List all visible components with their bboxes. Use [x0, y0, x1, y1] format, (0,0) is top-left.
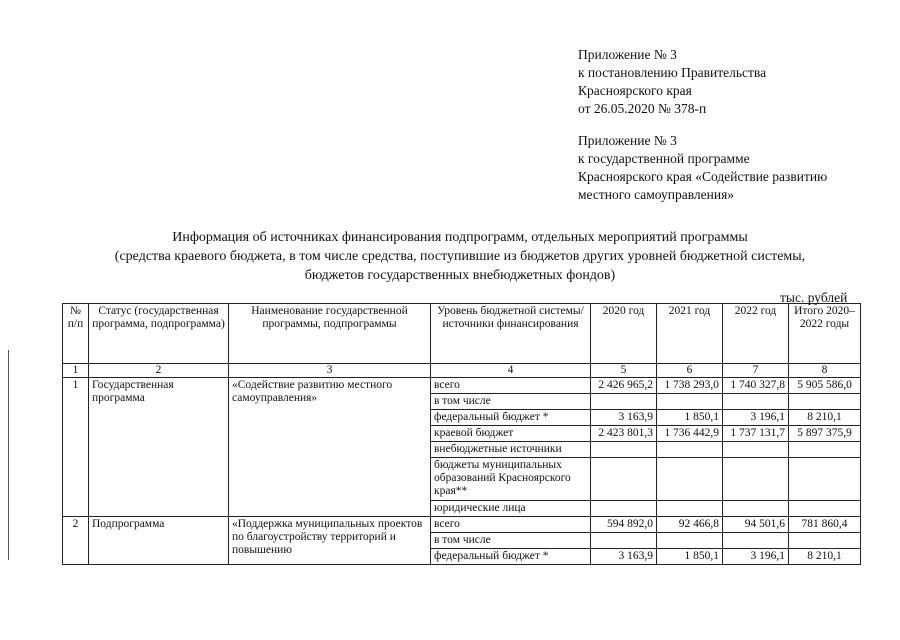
total-cell: 781 860,4 [789, 517, 861, 533]
value-2021-cell [657, 442, 723, 458]
column-number: 6 [657, 364, 723, 378]
financing-table [62, 303, 861, 565]
column-number: 4 [431, 364, 591, 378]
funding-level-cell: внебюджетные источники [431, 442, 591, 458]
value-2021-cell [657, 394, 723, 410]
total-cell: 5 905 586,0 [789, 378, 861, 394]
column-header: Наименование государственной программы, подпрограммы [229, 304, 431, 364]
annex-decree-line: от 26.05.2020 № 378-п [578, 101, 707, 116]
annex-program-line: местного самоуправления» [578, 187, 735, 202]
column-header: 2022 год [723, 304, 789, 364]
status-cell: Государственная программа [89, 378, 229, 517]
funding-level-cell: всего [431, 378, 591, 394]
annex-program-block [578, 132, 827, 204]
value-2021-cell: 1 850,1 [657, 549, 723, 565]
title-line: (средства краевого бюджета, в том числе средства, поступившие из бюджетов других уровней бюджетной системы, [114, 249, 806, 264]
value-2022-cell: 3 196,1 [723, 410, 789, 426]
value-2022-cell [723, 394, 789, 410]
value-2020-cell [591, 442, 657, 458]
table-row [63, 517, 861, 533]
annex-program-line: Приложение № 3 [578, 133, 677, 148]
value-2020-cell: 3 163,9 [591, 549, 657, 565]
title-line: бюджетов государственных внебюджетных фондов) [304, 268, 616, 283]
funding-level-cell: в том числе [431, 394, 591, 410]
total-cell: 8 210,1 [789, 549, 861, 565]
value-2021-cell: 1 850,1 [657, 410, 723, 426]
value-2020-cell [591, 458, 657, 501]
value-2022-cell [723, 458, 789, 501]
row-number: 2 [63, 517, 89, 565]
column-number: 2 [89, 364, 229, 378]
column-number: 7 [723, 364, 789, 378]
funding-level-cell: всего [431, 517, 591, 533]
funding-level-cell: юридические лица [431, 501, 591, 517]
value-2021-cell [657, 533, 723, 549]
column-number: 8 [789, 364, 861, 378]
annex-program-line: Красноярского края «Содействие развитию [578, 169, 828, 184]
row-number: 1 [63, 378, 89, 517]
document-title [30, 228, 890, 285]
column-number-row [63, 364, 861, 378]
value-2022-cell [723, 442, 789, 458]
value-2021-cell [657, 458, 723, 501]
funding-level-cell: федеральный бюджет * [431, 549, 591, 565]
annex-decree-line: Красноярского края [578, 83, 692, 98]
annex-decree-line: Приложение № 3 [578, 47, 677, 62]
margin-rule [8, 350, 9, 560]
funding-level-cell: федеральный бюджет * [431, 410, 591, 426]
value-2022-cell: 94 501,6 [723, 517, 789, 533]
annex-program-line: к государственной программе [578, 151, 750, 166]
value-2022-cell [723, 533, 789, 549]
total-cell [789, 442, 861, 458]
units-label: тыс. рублей [780, 290, 848, 305]
total-cell: 5 897 375,9 [789, 426, 861, 442]
column-number: 3 [229, 364, 431, 378]
value-2022-cell: 1 737 131,7 [723, 426, 789, 442]
column-header: Уровень бюджетной системы/источники финансирования [431, 304, 591, 364]
value-2021-cell: 1 736 442,9 [657, 426, 723, 442]
value-2020-cell: 2 426 965,2 [591, 378, 657, 394]
value-2022-cell: 3 196,1 [723, 549, 789, 565]
column-header: Статус (государственная программа, подпрограмма) [89, 304, 229, 364]
value-2020-cell: 3 163,9 [591, 410, 657, 426]
column-header: 2021 год [657, 304, 723, 364]
value-2020-cell [591, 501, 657, 517]
value-2020-cell: 2 423 801,3 [591, 426, 657, 442]
value-2021-cell: 92 466,8 [657, 517, 723, 533]
column-header: Итого 2020–2022 годы [789, 304, 861, 364]
annex-decree-block [578, 46, 766, 118]
program-name-cell: «Содействие развитию местного самоуправления» [229, 378, 431, 517]
total-cell [789, 394, 861, 410]
title-line: Информация об источниках финансирования подпрограмм, отдельных мероприятий программы [172, 230, 748, 245]
value-2022-cell: 1 740 327,8 [723, 378, 789, 394]
total-cell [789, 458, 861, 501]
total-cell [789, 501, 861, 517]
value-2020-cell: 594 892,0 [591, 517, 657, 533]
value-2021-cell [657, 501, 723, 517]
program-name-cell: «Поддержка муниципальных проектов по благоустройству территорий и повышению [229, 517, 431, 565]
value-2022-cell [723, 501, 789, 517]
status-cell: Подпрограмма [89, 517, 229, 565]
value-2021-cell: 1 738 293,0 [657, 378, 723, 394]
funding-level-cell: краевой бюджет [431, 426, 591, 442]
funding-level-cell: бюджеты муниципальных образований Красноярского края** [431, 458, 591, 501]
total-cell [789, 533, 861, 549]
column-header: 2020 год [591, 304, 657, 364]
table-row [63, 378, 861, 394]
column-number: 5 [591, 364, 657, 378]
total-cell: 8 210,1 [789, 410, 861, 426]
column-header: № п/п [63, 304, 89, 364]
funding-level-cell: в том числе [431, 533, 591, 549]
table-header-row [63, 304, 861, 364]
annex-decree-line: к постановлению Правительства [578, 65, 767, 80]
value-2020-cell [591, 394, 657, 410]
column-number: 1 [63, 364, 89, 378]
value-2020-cell [591, 533, 657, 549]
